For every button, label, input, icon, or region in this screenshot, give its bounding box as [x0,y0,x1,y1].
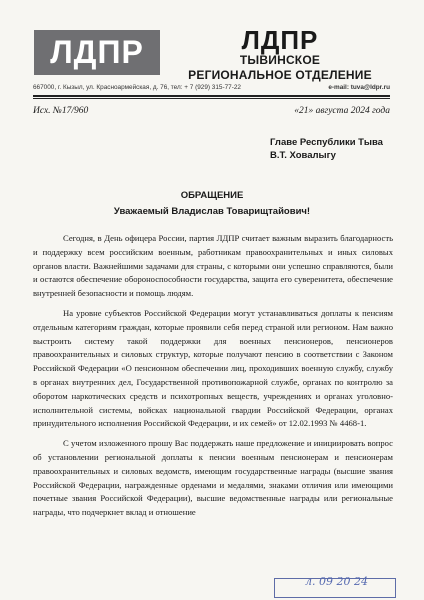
paragraph-1: Сегодня, в День офицера России, партия ЛДПР считает важным выразить благодарность и поддержку всем российским военным, работникам правоохранительных и иных силовых органов власти. Важнейшими задачами для страны, с которыми они успешно справляются, были и остаются обеспечение обороноспособности государства, защита его суверенитета, обеспечение внутренней безопасности и помощь людям. [33,233,393,299]
header-rule-thick [33,95,390,97]
outgoing-number: Исх. №17/960 [33,106,89,116]
recipient-title: Главе Республики Тыва [270,137,383,148]
recipient-block [270,136,400,162]
salutation: Уважаемый Владислав Товарищтайович! [113,206,311,217]
recipient-name: В.Т. Ховалыгу [270,150,336,161]
letter-date: «21» августа 2024 года [294,106,390,116]
header-rule-thin [33,98,390,99]
logo-text: ЛДПР [50,34,144,70]
document-title: ОБРАЩЕНИЕ [180,190,244,201]
organization-name [180,27,380,83]
ldpr-logo [34,30,160,75]
org-title: ЛДПР [241,25,319,55]
paragraph-2: На уровне субъектов Российской Федерации могут устанавливаться доплаты к пенсиям отдельным категориям граждан, которые проявили себя перед страной или регионом. Нам важно выстроить систему такой поддержки для военных пенсионеров, пенсионеров правоохранительных и силовых структур, которые получают пенсию в соответствии с Законом Российской Федерации «О пенсионном обеспечении лиц, проходивших военную службу, службу в органах внутренних дел, Государственной противопожарной службе, органах по контролю за оборотом наркотических средств и психотропных веществ, учреждениях и органах уголовно-исполнительной системы, войсках национальной гвардии Российской Федерации, органах принудительного исполнения Российской Федерации, и их семей» от 12.02.1993 № 4468-1. [33,307,393,429]
address-line [33,84,390,91]
paragraph-3: С учетом изложенного прошу Вас поддержать наше предложение и инициировать вопрос об установлении региональной доплаты к пенсии военным пенсионерам и пенсионерам правоохранительных и силовых ведомств, имеющим государственные награды (высшие звания Российской Федерации, награжденные орденами и медалями, знаками отличия или имеющими почетные звания Российской Федерации), высшие ведомственные награды или региональные награды, что подчеркнет вклад и отношение [33,438,393,518]
letter-body [33,232,393,526]
registration-stamp [274,575,396,598]
stamp-handwriting: л. 09 20 24 [305,575,368,588]
org-line-1: ТЫВИНСКОЕ [239,53,321,67]
reference-row [33,106,390,116]
email-address: e-mail: tuva@ldpr.ru [328,84,390,91]
postal-address: 667000, г. Кызыл, ул. Красноармейская, д. 76, тел: + 7 (929) 315-77-22 [33,84,241,91]
org-line-2: РЕГИОНАЛЬНОЕ ОТДЕЛЕНИЕ [188,68,372,82]
